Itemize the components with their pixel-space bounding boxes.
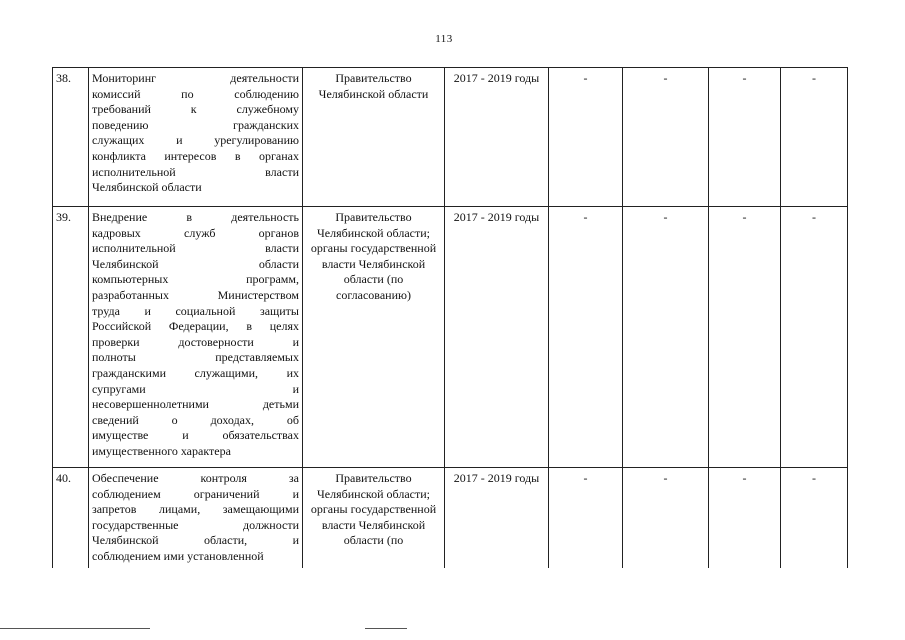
- value-cell: -: [623, 468, 709, 569]
- footer-rule: [365, 628, 407, 629]
- description-line: Внедрение в деятельность: [92, 210, 299, 224]
- period-cell: 2017 - 2019 годы: [445, 468, 549, 569]
- description-line: компьютерных программ,: [92, 272, 299, 287]
- description-line: кадровых служб органов: [92, 225, 299, 240]
- description-line: Мониторинг деятельности: [92, 71, 299, 85]
- table-row: [53, 468, 848, 569]
- value-cell: -: [623, 207, 709, 468]
- value-cell: -: [781, 468, 848, 569]
- description-line: несовершеннолетними детьми: [92, 397, 299, 412]
- value-cell: -: [623, 68, 709, 207]
- description-line: исполнительной власти: [92, 241, 299, 256]
- period-cell: 2017 - 2019 годы: [445, 68, 549, 207]
- value-cell: -: [709, 68, 781, 207]
- description-line: соблюдением ограничений и: [92, 486, 299, 501]
- description-line: комиссий по соблюдению: [92, 86, 299, 101]
- table-row: [53, 207, 848, 468]
- value-cell: -: [781, 68, 848, 207]
- description-line: труда и социальной защиты: [92, 303, 299, 318]
- description-line: соблюдением ими установленной: [92, 548, 264, 563]
- value-cell: -: [781, 207, 848, 468]
- row-number: 40.: [53, 468, 89, 569]
- description-line: Челябинской области: [92, 180, 202, 195]
- description-line: имуществе и обязательствах: [92, 428, 299, 443]
- measures-table: [52, 67, 848, 568]
- description-line: полноты представляемых: [92, 350, 299, 365]
- measure-description: [89, 68, 303, 207]
- value-cell: -: [549, 68, 623, 207]
- description-line: требований к служебному: [92, 102, 299, 117]
- value-cell: -: [709, 207, 781, 468]
- value-cell: -: [549, 468, 623, 569]
- description-line: супругами и: [92, 381, 299, 396]
- description-line: Челябинской области: [92, 256, 299, 271]
- executor-cell: Правительство Челябинской области; органы государственной власти Челябинской области (по: [303, 468, 445, 569]
- description-line: разработанных Министерством: [92, 287, 299, 302]
- description-line: запретов лицами, замещающими: [92, 502, 299, 517]
- table-body: [53, 68, 848, 569]
- description-line: служащих и урегулированию: [92, 133, 299, 148]
- measure-description: [89, 468, 303, 569]
- description-line: имущественного характера: [92, 443, 231, 458]
- executor-cell: Правительство Челябинской области; органы государственной власти Челябинской области (по согласованию): [303, 207, 445, 468]
- description-line: сведений о доходах, об: [92, 412, 299, 427]
- description-line: поведению гражданских: [92, 117, 299, 132]
- description-line: Российской Федерации, в целях: [92, 319, 299, 334]
- executor-cell: Правительство Челябинской области: [303, 68, 445, 207]
- description-line: проверки достоверности и: [92, 334, 299, 349]
- description-line: гражданскими служащими, их: [92, 365, 299, 380]
- description-line: конфликта интересов в органах: [92, 148, 299, 163]
- table-row: [53, 68, 848, 207]
- value-cell: -: [709, 468, 781, 569]
- page-number: 113: [435, 33, 453, 45]
- footer-rule: [0, 628, 150, 629]
- row-number: 38.: [53, 68, 89, 207]
- measure-description: [89, 207, 303, 468]
- row-number: 39.: [53, 207, 89, 468]
- description-line: исполнительной власти: [92, 164, 299, 179]
- description-line: Обеспечение контроля за: [92, 471, 299, 485]
- period-cell: 2017 - 2019 годы: [445, 207, 549, 468]
- description-line: государственные должности: [92, 517, 299, 532]
- description-line: Челябинской области, и: [92, 533, 299, 548]
- value-cell: -: [549, 207, 623, 468]
